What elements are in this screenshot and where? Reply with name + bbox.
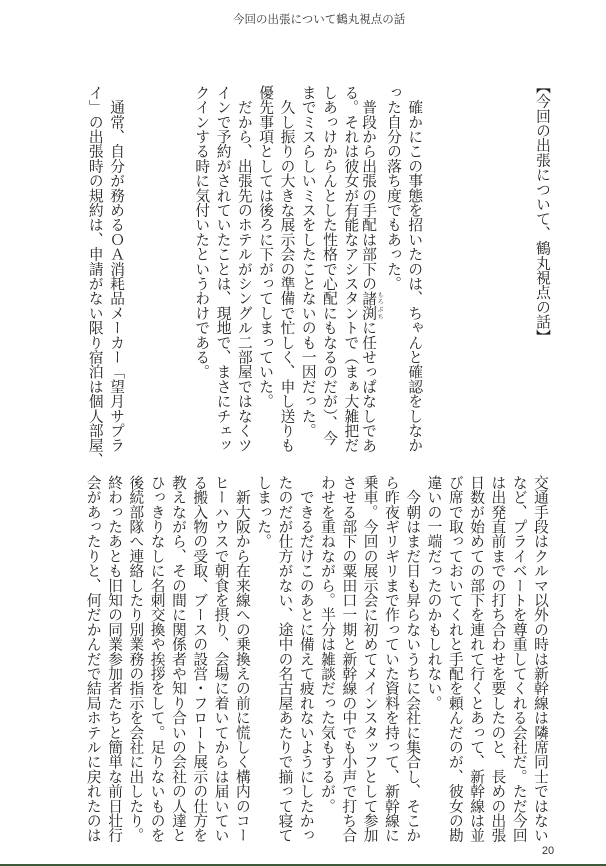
text-line: ヒーハウスで朝食を摂り、会場に着いてからは届いてい xyxy=(212,475,230,843)
text-line: までミスらしいミスをしたことないのも一因だった。 xyxy=(299,85,317,438)
text-line: しあっけからんとした性格で心配にもなるのだが）、今 xyxy=(321,85,339,446)
ruby-word xyxy=(360,290,384,321)
text-line: び席で取っておいてくれと手配を頼んだのが、彼女の勘 xyxy=(446,475,464,843)
text-line: クインする時に気付いたというわけである。 xyxy=(193,85,211,379)
blank-column xyxy=(127,85,148,445)
bottom-text-block xyxy=(82,475,551,843)
running-header: 今回の出張について鶴丸視点の話 xyxy=(233,12,406,26)
blank-column xyxy=(510,85,531,445)
blank-column xyxy=(489,85,510,445)
text-line: 新大阪から在来線への乗換えの前に慌しく構内のコー xyxy=(233,475,251,843)
text-line: 教えながら、その間に関係者や知り合いの会社の人達と xyxy=(169,475,187,843)
text-line: だから、出張先のホテルがシングル二部屋ではなくツ xyxy=(235,85,253,453)
text-line: たのだが仕方がない、途中の名古屋あたりで揃って寝て xyxy=(276,475,294,843)
text-line: イ」の出張時の規約は、申請がない限り宿泊は個人部屋、 xyxy=(86,85,104,468)
text-line: 後続部隊へ連絡したり別業務の指示を会社に出したり。 xyxy=(127,475,145,843)
text-line: 通常、自分が務めるＯＡ消耗品メーカー「望月サプラ xyxy=(108,85,126,453)
text-line: る。それは彼女が有能なアシスタントで（まぁ大雑把だ xyxy=(342,85,360,453)
page-number: 20 xyxy=(541,845,555,857)
text-line: させる部下の粟田口一期と新幹線の中でも小声で打ち合 xyxy=(340,475,358,843)
text-line: った自分の落ち度でもあった。 xyxy=(384,85,402,291)
text-line: できるだけこのあとに備えて疲れないようにしたかっ xyxy=(297,475,315,843)
text-line: 交通手段はクルマ以外の時は新幹線は隣席同士ではない xyxy=(532,475,549,843)
text-line: ひっきりなしに名刺交換や挨拶をして。足りないものを xyxy=(148,475,166,843)
text-segment: に任せっぱなしであ xyxy=(360,320,378,453)
text-line: 今朝はまだ日も昇らないうちに会社に集合し、そこか xyxy=(404,475,422,843)
chapter-title: 【今回の出張について、鶴丸視点の話】 xyxy=(534,79,551,344)
text-line: 違いの一端だったのかもしれない。 xyxy=(425,475,443,711)
text-line: 日数が始めての部下を連れて行くとあって、新幹線は並 xyxy=(468,475,486,843)
text-line: わせを重ねながら。半分は雑談だった気もするが。 xyxy=(319,475,337,814)
text-line: しまった。 xyxy=(255,475,273,549)
text-line: など、プライベートを尊重してくれる会社だ。ただ今回 xyxy=(510,475,528,843)
text-line: インで予約がされていたことは、現地で、まさにチェッ xyxy=(214,85,232,453)
ruby-base: 諸渕 xyxy=(360,290,378,321)
text-line: 確かにこの事態を招いたのは、ちゃんと確認をしなか xyxy=(406,85,424,453)
text-line: は出発直前までの打ち合わせを要したのと、長めの出張 xyxy=(489,475,507,843)
text-line: 久し振りの大きな展示会の準備で忙しく、申し送りも xyxy=(278,85,296,453)
text-line: 終わったあとも旧知の同業参加者たちと簡単な前日壮行 xyxy=(106,475,124,843)
text-line: 会があったりと、何だかんだで結局ホテルに戻れたのは xyxy=(84,475,102,843)
blank-column xyxy=(468,85,489,445)
text-line: ら昨夜ギリギリまで作っていた資料を持って、新幹線に xyxy=(382,475,400,843)
blank-column xyxy=(447,85,468,445)
text-line-with-ruby xyxy=(360,85,384,453)
blank-column xyxy=(425,85,446,445)
text-line: る搬入物の受取、ブースの設営・フロート展示の仕方を xyxy=(191,475,209,843)
top-text-block xyxy=(84,79,553,468)
text-line: 乗車。今回の展示会に初めてメインスタッフとして参加 xyxy=(361,475,379,843)
blank-column xyxy=(148,85,169,445)
blank-column xyxy=(170,85,191,445)
ruby-reading: もろぶち xyxy=(376,290,384,321)
text-segment: 普段から出張の手配は部下の xyxy=(360,85,378,291)
text-line: 優先事項としては後ろに下がってしまっていた。 xyxy=(257,85,275,409)
